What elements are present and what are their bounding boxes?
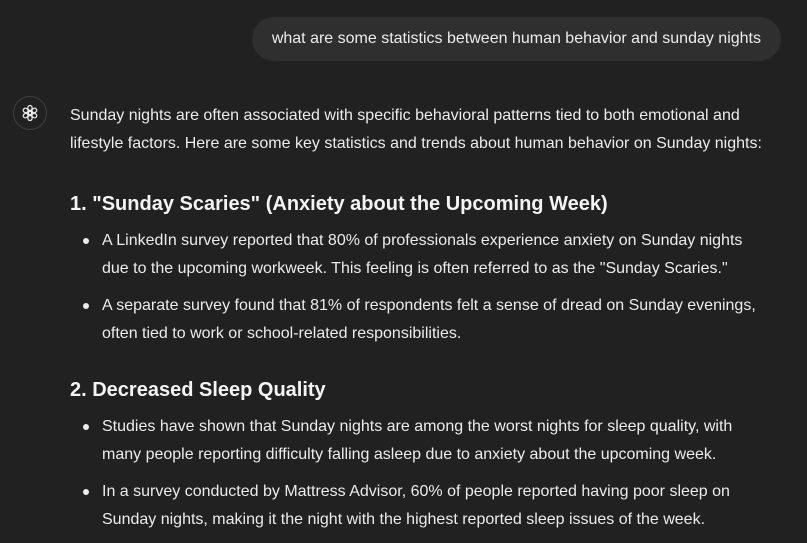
list-item: A LinkedIn survey reported that 80% of professionals experience anxiety on Sunday nights due to the upcoming workweek. This feeling is often referred to as the "Sunday Scaries." xyxy=(70,227,770,283)
user-message-row xyxy=(252,17,781,61)
bullet-list xyxy=(70,227,770,348)
list-item: Studies have shown that Sunday nights are among the worst nights for sleep quality, with many people reporting difficulty falling asleep due to anxiety about the upcoming week. xyxy=(70,413,770,469)
response-intro: Sunday nights are often associated with specific behavioral patterns tied to both emotional and lifestyle factors. Here are some key statistics and trends about human behavior on Sunday nights: xyxy=(70,107,762,152)
section-heading-sunday-scaries: 1. "Sunday Scaries" (Anxiety about the Upcoming Week) xyxy=(70,193,608,215)
bullet-list xyxy=(70,413,770,534)
section-heading-sleep-quality: 2. Decreased Sleep Quality xyxy=(70,379,326,401)
user-message-bubble: what are some statistics between human behavior and sunday nights xyxy=(252,17,781,61)
openai-logo-icon xyxy=(13,96,47,130)
list-item: A separate survey found that 81% of respondents felt a sense of dread on Sunday evenings, often tied to work or school-related responsibilities. xyxy=(70,292,770,348)
assistant-response xyxy=(70,102,770,543)
list-item: In a survey conducted by Mattress Advisor, 60% of people reported having poor sleep on Sunday nights, making it the night with the highest reported sleep issues of the week. xyxy=(70,478,770,534)
